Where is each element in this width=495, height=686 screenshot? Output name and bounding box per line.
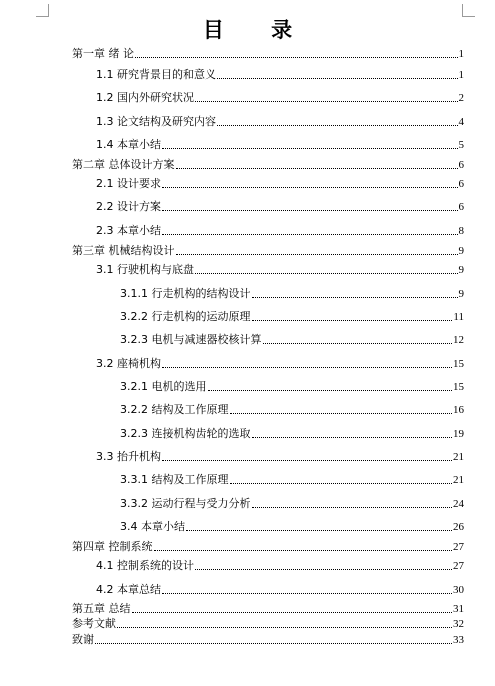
toc-entry-label: 第五章 总结 [72,602,131,615]
toc-entry[interactable] [72,156,464,172]
toc-dot-leader [162,593,452,594]
toc-dot-leader [162,460,452,461]
toc-entry-page-number: 24 [453,498,464,510]
toc-entry-page-number: 26 [453,521,464,533]
toc-dot-leader [217,125,458,126]
toc-entry[interactable] [120,285,464,301]
toc-entry-page-number: 31 [453,603,464,615]
toc-entry[interactable] [120,425,464,441]
toc-dot-leader [162,210,458,211]
toc-entry[interactable] [96,222,464,238]
toc-entry[interactable] [120,495,464,511]
toc-entry-page-number: 1 [458,69,464,81]
toc-entry-page-number: 19 [453,428,464,440]
toc-entry-label: 4.1 控制系统的设计 [96,559,194,572]
toc-entry-label: 1.3 论文结构及研究内容 [96,115,216,128]
toc-entry-label: 3.4 本章小结 [120,520,185,533]
toc-entry[interactable] [72,631,464,647]
toc-dot-leader [117,627,452,628]
toc-dot-leader [217,78,458,79]
toc-entry-label: 3.1 行驶机构与底盘 [96,263,194,276]
toc-entry[interactable] [96,355,464,371]
toc-entry[interactable] [72,615,464,631]
toc-entry-label: 3.2 座椅机构 [96,357,161,370]
toc-entry-label: 2.3 本章小结 [96,224,161,237]
toc-dot-leader [263,343,453,344]
toc-entry-label: 1.4 本章小结 [96,138,161,151]
toc-entry[interactable] [120,331,464,347]
toc-entry-label: 3.2.3 连接机构齿轮的选取 [120,427,251,440]
toc-entry-page-number: 27 [453,541,464,553]
toc-entry[interactable] [120,378,464,394]
toc-entry[interactable] [120,308,464,324]
toc-entry-label: 参考文献 [72,617,116,630]
toc-entry-page-number: 32 [453,618,464,630]
toc-entry-page-number: 5 [458,139,464,151]
toc-entry-page-number: 21 [453,451,464,463]
toc-dot-leader [176,254,458,255]
toc-entry-page-number: 15 [453,358,464,370]
toc-entry[interactable] [72,45,464,61]
toc-entry-page-number: 8 [458,225,464,237]
toc-entry-label: 3.1.1 行走机构的结构设计 [120,287,251,300]
toc-entry-label: 4.2 本章总结 [96,583,161,596]
toc-entry[interactable] [72,538,464,554]
toc-dot-leader [132,612,453,613]
toc-entry-page-number: 9 [458,245,464,257]
toc-entry[interactable] [96,261,464,277]
toc-entry-page-number: 12 [453,334,464,346]
toc-entry[interactable] [96,89,464,105]
toc-entry[interactable] [120,471,464,487]
toc-entry-label: 第二章 总体设计方案 [72,158,175,171]
toc-dot-leader [252,297,458,298]
toc-entry-page-number: 21 [453,474,464,486]
toc-entry-page-number: 30 [453,584,464,596]
toc-entry[interactable] [120,401,464,417]
toc-entry-page-number: 9 [458,288,464,300]
toc-entry-page-number: 9 [458,264,464,276]
toc-dot-leader [230,413,453,414]
toc-dot-leader [162,234,458,235]
toc-dot-leader [176,168,458,169]
toc-dot-leader [252,437,453,438]
toc-entry[interactable] [96,581,464,597]
toc-dot-leader [186,530,452,531]
toc-entry-label: 3.3.1 结构及工作原理 [120,473,229,486]
toc-entry-page-number: 15 [453,381,464,393]
toc-dot-leader [95,643,452,644]
toc-entry[interactable] [96,448,464,464]
toc-entry-page-number: 6 [458,178,464,190]
toc-entry[interactable] [96,198,464,214]
toc-entry-label: 3.2.1 电机的选用 [120,380,207,393]
toc-entry-page-number: 16 [453,404,464,416]
toc-dot-leader [230,483,453,484]
toc-entry-label: 第四章 控制系统 [72,540,153,553]
toc-dot-leader [252,507,453,508]
toc-entry[interactable] [72,242,464,258]
toc-dot-leader [162,148,458,149]
toc-entry-label: 第三章 机械结构设计 [72,244,175,257]
toc-entry[interactable] [72,600,464,616]
toc-entry[interactable] [96,66,464,82]
toc-entry[interactable] [120,518,464,534]
toc-entry-page-number: 1 [458,48,464,60]
toc-entry-page-number: 2 [458,92,464,104]
toc-entry-label: 第一章 绪 论 [72,47,134,60]
toc-entry-page-number: 4 [458,116,464,128]
toc-dot-leader [208,390,453,391]
toc-entry-label: 3.3.2 运动行程与受力分析 [120,497,251,510]
toc-dot-leader [162,187,458,188]
toc-dot-leader [195,569,452,570]
toc-entry-page-number: 11 [453,311,464,323]
toc-entry-label: 1.2 国内外研究状况 [96,91,194,104]
toc-entry-page-number: 6 [458,159,464,171]
toc-entry-page-number: 33 [453,634,464,646]
toc-entry-label: 2.2 设计方案 [96,200,161,213]
toc-dot-leader [154,550,453,551]
toc-dot-leader [162,367,452,368]
toc-entry-label: 致谢 [72,633,94,646]
toc-entry-label: 2.1 设计要求 [96,177,161,190]
toc-entry[interactable] [96,175,464,191]
toc-dot-leader [195,101,458,102]
toc-entry-label: 3.2.3 电机与减速器校核计算 [120,333,262,346]
toc-entry-label: 1.1 研究背景目的和意义 [96,68,216,81]
toc-entry-label: 3.2.2 结构及工作原理 [120,403,229,416]
toc-dot-leader [195,273,458,274]
toc-entry-page-number: 6 [458,201,464,213]
page-title: 目 录 [202,17,313,42]
toc-entry-label: 3.2.2 行走机构的运动原理 [120,310,251,323]
toc-entry[interactable] [96,113,464,129]
toc-entry[interactable] [96,557,464,573]
toc-dot-leader [135,57,458,58]
toc-entry[interactable] [96,136,464,152]
toc-entry-label: 3.3 抬升机构 [96,450,161,463]
toc-dot-leader [252,320,453,321]
toc-entry-page-number: 27 [453,560,464,572]
